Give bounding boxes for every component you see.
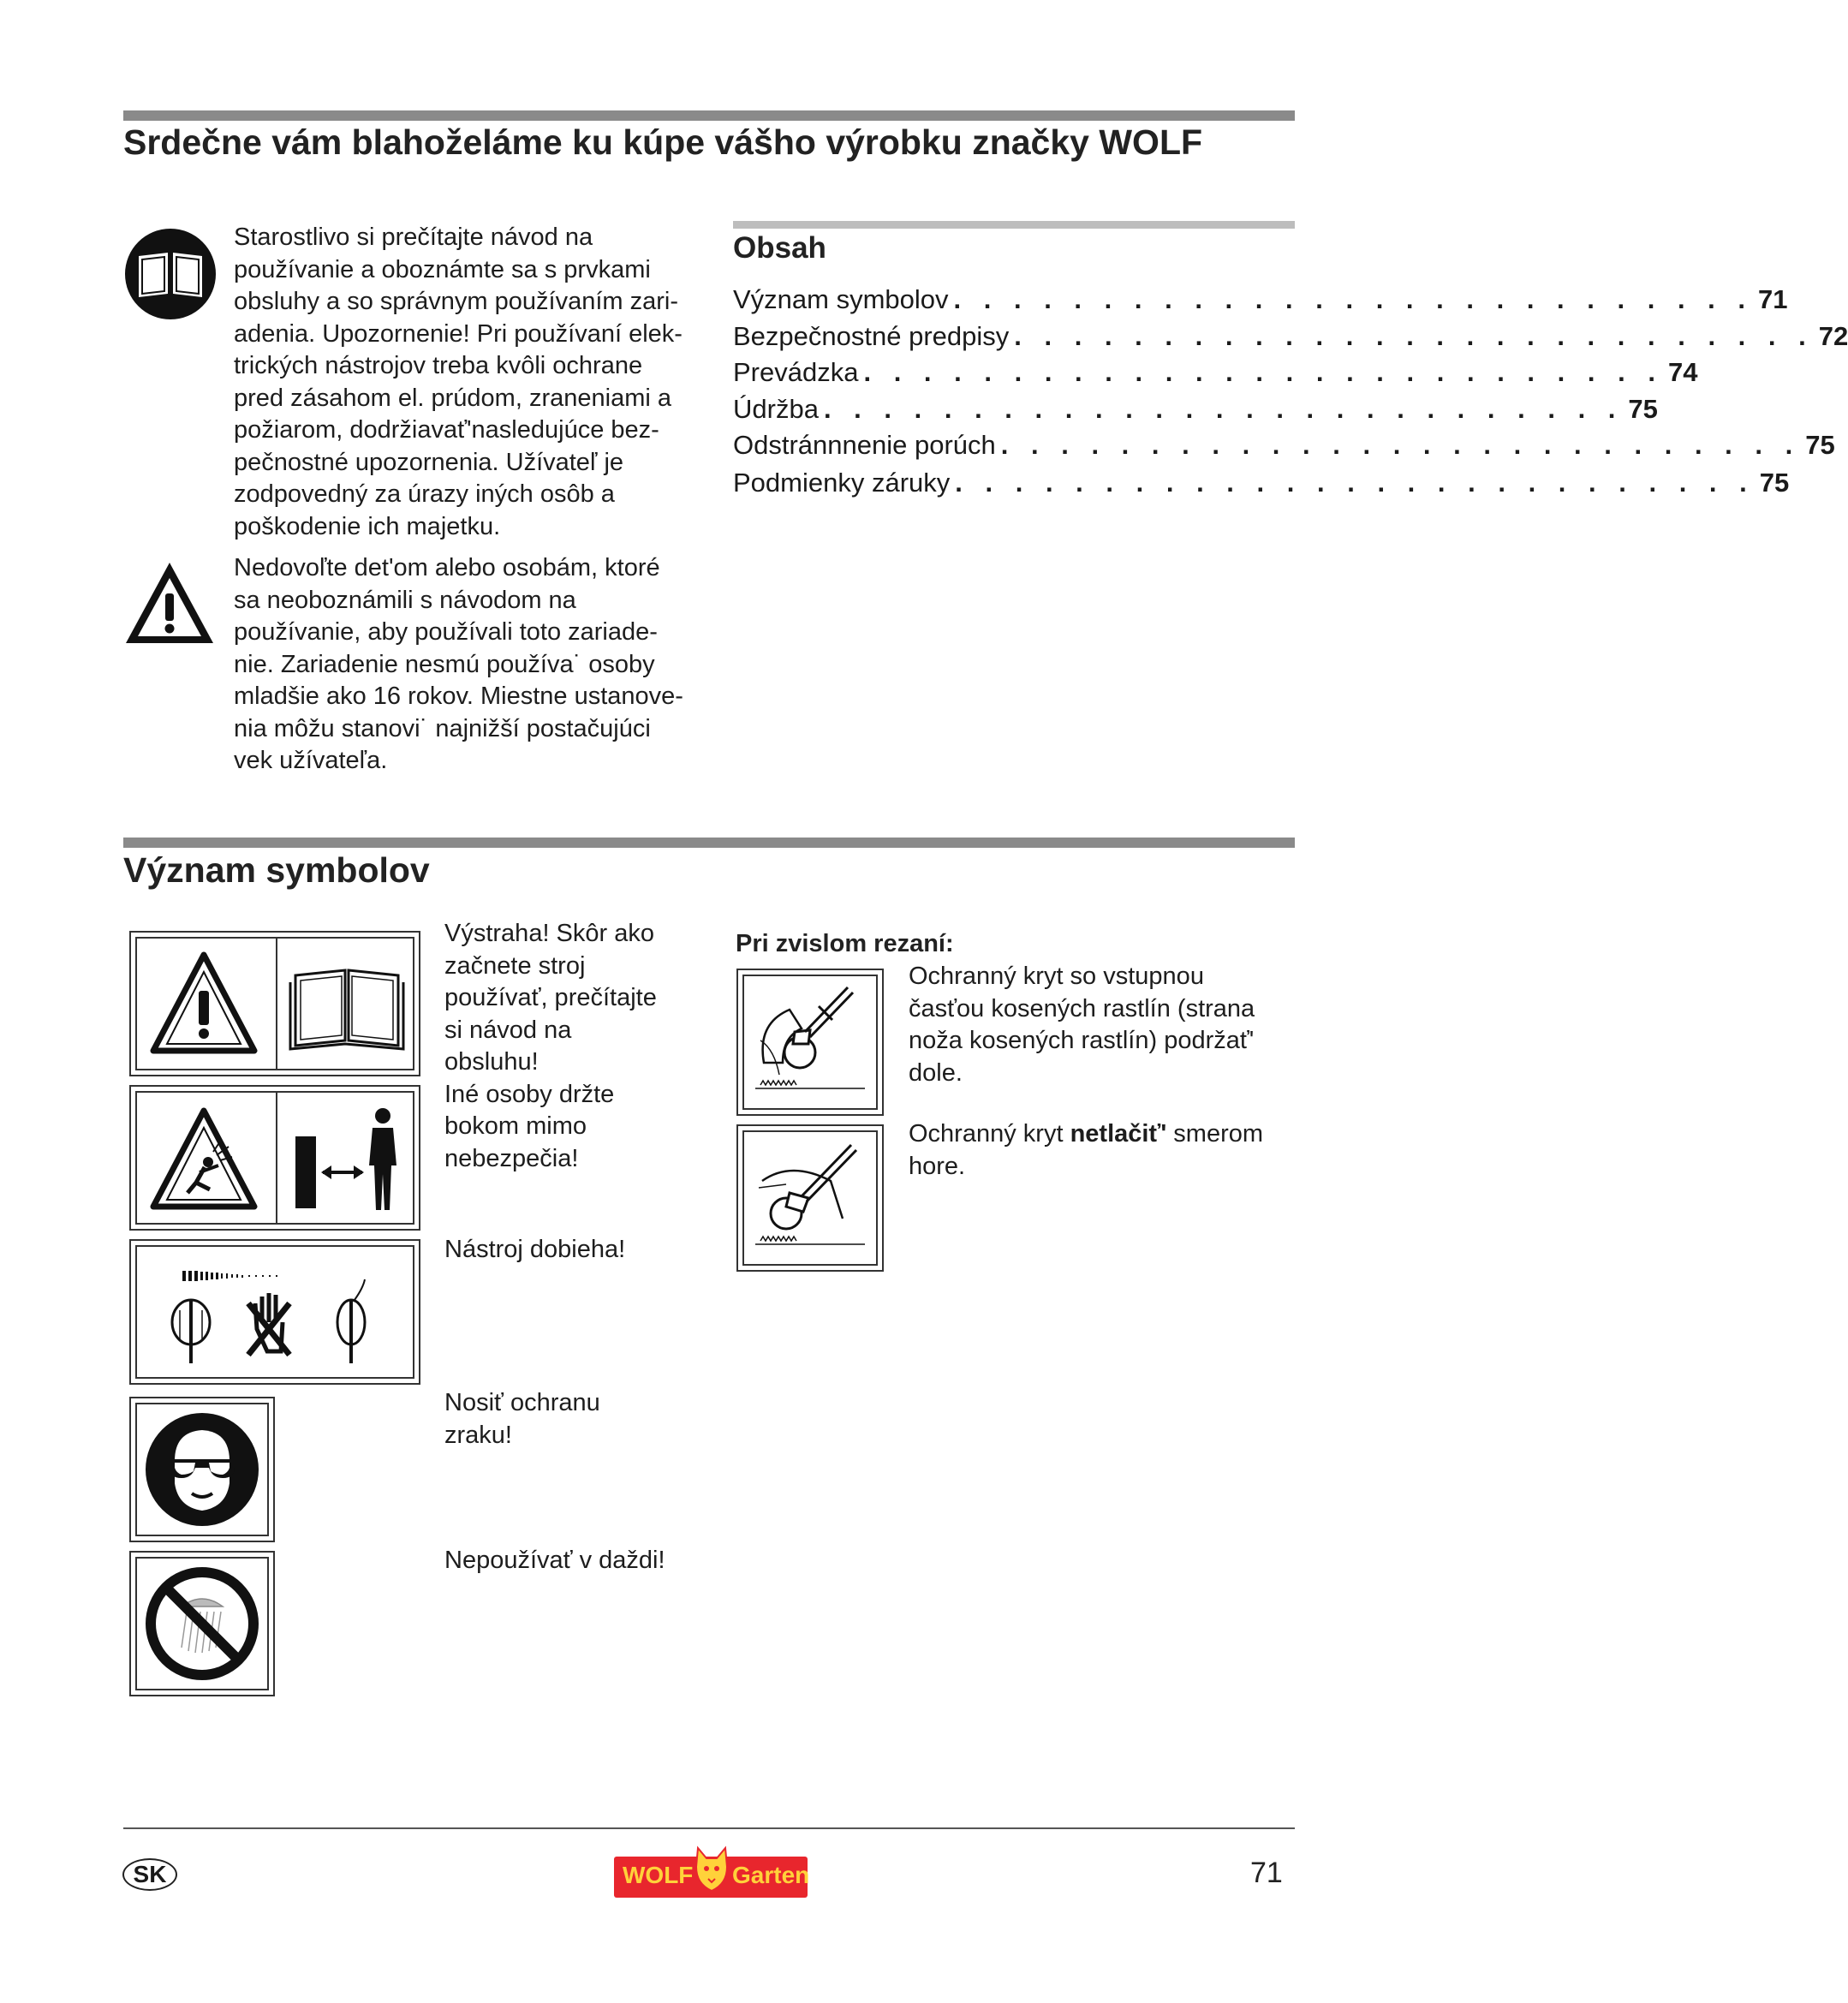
text-line: časťou kosených rastlín (strana (909, 994, 1255, 1022)
text-line: používať, prečítajte (444, 984, 657, 1011)
toc-leader: . . . . . . . . . . . . . . . . . . . . . . . . . . . (955, 468, 1755, 498)
read-manual-icon (123, 227, 218, 321)
text-line: vek užívateľa. (234, 747, 388, 774)
toc-item-page: 74 (1667, 357, 1698, 387)
toc-leader: . . . . . . . . . . . . . . . . . . . . . . . . . . . (1014, 321, 1814, 351)
toc-item[interactable] (733, 394, 1658, 428)
logo-wolf-text: WOLF (623, 1862, 694, 1888)
eye-protection-icon (144, 1411, 260, 1528)
symbol-description (444, 1234, 701, 1267)
text-line: zodpovedný za úrazy iných osôb a (234, 480, 615, 508)
text-line: zraku! (444, 1421, 512, 1449)
text-line: nia môžu stanovi˙ najnižší postačujúci (234, 714, 651, 742)
toc-item[interactable] (733, 284, 1788, 319)
symbol-warning-read-manual (129, 931, 420, 1076)
symbol-guard-no-press (736, 1124, 884, 1272)
open-book-icon (287, 958, 407, 1052)
text-line: používanie, aby používali toto zariade- (234, 618, 658, 646)
thrown-objects-warning-icon (148, 1104, 259, 1215)
toc-item[interactable] (733, 468, 1790, 502)
emphasis-text: netlačiť' (1070, 1120, 1167, 1148)
text-line: Nástroj dobieha! (444, 1236, 626, 1263)
text-line: nie. Zariadenie nesmú používa˙ osoby (234, 650, 655, 678)
section-rule (123, 838, 1295, 848)
guard-no-press-description (909, 1118, 1294, 1183)
toc-item-label: Podmienky záruky (733, 468, 951, 498)
toc-item[interactable] (733, 430, 1835, 464)
trimmer-guard-no-press-icon (748, 1136, 872, 1260)
symbol-eye-protection (129, 1397, 275, 1542)
toc-item-page: 75 (1628, 394, 1658, 424)
toc-heading: Obsah (733, 231, 826, 265)
text-line: bokom mimo (444, 1112, 587, 1140)
symbol-tool-coasting (129, 1239, 420, 1385)
toc-item-label: Bezpečnostné predpisy (733, 321, 1010, 351)
warning-triangle-icon (148, 948, 259, 1059)
guard-down-description (909, 961, 1294, 1089)
text-line (909, 1118, 1294, 1151)
text-line: trických nástrojov treba kvôli ochrane (234, 352, 643, 379)
text-line: adenia. Upozornenie! Pri používaní elek- (234, 319, 683, 348)
text-line: požiarom, dodržiavať'nasledujúce bez- (234, 416, 659, 444)
toc-rule (733, 221, 1295, 229)
symbol-description (444, 1545, 718, 1577)
text-line: noža kosených rastlín) podržať' (909, 1027, 1255, 1054)
toc-item-label: Údržba (733, 394, 819, 424)
text-line: Výstraha! Skôr ako (444, 920, 654, 947)
text-line: dole. (909, 1058, 963, 1087)
symbol-guard-down (736, 969, 884, 1116)
toc-leader: . . . . . . . . . . . . . . . . . . . . . . . . . . . (953, 284, 1754, 314)
read-manual-paragraph (234, 222, 696, 543)
toc-item-page: 75 (1805, 430, 1835, 460)
text-line: obsluhu! (444, 1048, 539, 1076)
text-line: Nepoužívať v daždi! (444, 1547, 665, 1574)
text-line: mladšie ako 16 rokov. Miestne ustanove- (234, 683, 683, 710)
toc-leader: . . . . . . . . . . . . . . . . . . . . . . . . . . . (823, 394, 1624, 424)
symbol-description (444, 1387, 701, 1452)
wolf-head-icon (693, 1845, 730, 1893)
tool-coasting-icon (152, 1262, 401, 1369)
symbol-no-rain (129, 1551, 275, 1696)
toc-item[interactable] (733, 357, 1698, 391)
language-badge: SK (122, 1858, 177, 1891)
text-line: Iné osoby držte (444, 1080, 615, 1108)
header-rule (123, 110, 1295, 121)
text-line: začnete stroj (444, 951, 586, 980)
text-line: Nedovoľte det'om alebo osobám, ktoré (234, 554, 660, 581)
text-line: Nosiť ochranu (444, 1389, 600, 1416)
keep-distance-icon (287, 1106, 407, 1217)
symbol-description (444, 918, 701, 1175)
text-line: pečnostné upozornenia. Užívateľ je (234, 448, 624, 476)
symbol-keep-bystanders-away (129, 1085, 420, 1231)
toc-item-page: 72 (1818, 321, 1848, 351)
text-line: používanie a oboznámte sa s prvkami (234, 255, 651, 283)
toc-item-label: Odstránnnenie porúch (733, 430, 996, 460)
toc-item-label: Prevádzka (733, 357, 859, 387)
text-segment: smerom (1166, 1120, 1264, 1148)
text-line: Ochranný kryt so vstupnou (909, 963, 1204, 990)
text-line: obsluhy a so správnym používaním zari- (234, 288, 678, 315)
text-line: sa neoboznámili s návodom na (234, 586, 576, 614)
toc-item-page: 71 (1758, 284, 1788, 314)
text-line: si návod na (444, 1016, 572, 1044)
footer-rule (123, 1827, 1295, 1829)
text-line: Starostlivo si prečítajte návod na (234, 224, 593, 251)
warning-paragraph (234, 552, 696, 778)
text-segment: Ochranný kryt (909, 1120, 1070, 1148)
section-heading: Význam symbolov (123, 850, 430, 890)
text-line: hore. (909, 1152, 966, 1180)
no-rain-icon (144, 1565, 260, 1682)
text-line: poškodenie ich majetku. (234, 512, 501, 540)
warning-triangle-icon (122, 557, 217, 652)
toc-item[interactable] (733, 321, 1848, 355)
toc-item-label: Význam symbolov (733, 284, 949, 314)
wolf-garten-logo (614, 1857, 808, 1898)
toc-item-page: 75 (1759, 468, 1790, 498)
trimmer-guard-down-icon (748, 981, 872, 1104)
text-line: nebezpečia! (444, 1144, 579, 1172)
toc-leader: . . . . . . . . . . . . . . . . . . . . . . . . . . . (1000, 430, 1801, 460)
vertical-cutting-heading: Pri zvislom rezaní: (736, 930, 954, 957)
logo-garten-text: Garten (732, 1862, 810, 1888)
toc-leader: . . . . . . . . . . . . . . . . . . . . . . . . . . . (863, 357, 1663, 387)
page-number: 71 (1250, 1857, 1283, 1889)
text-line: pred zásahom el. prúdom, zraneniami a (234, 384, 671, 412)
page-title: Srdečne vám blahoželáme ku kúpe vášho výrobku značky WOLF (123, 122, 1203, 162)
